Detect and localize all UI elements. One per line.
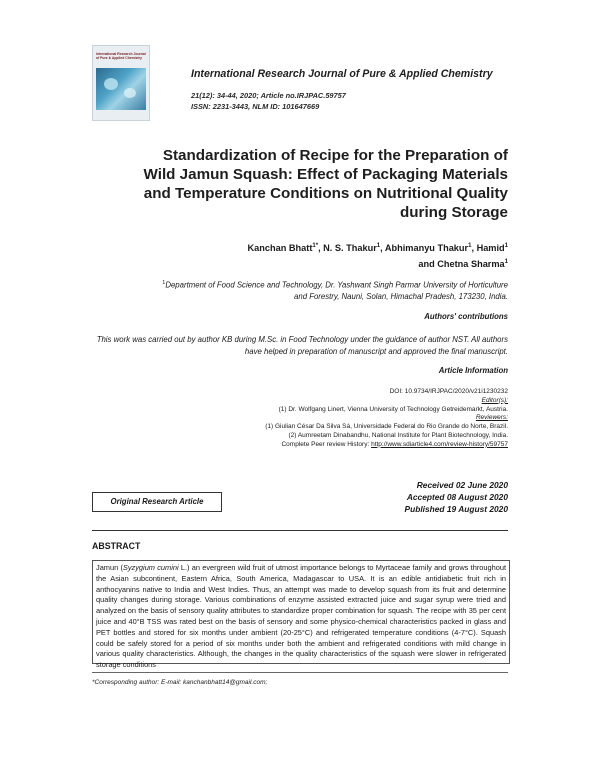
reviewer: (1) Giulian César Da Silva Sá, Universidade Federal do Rio Grande do Norte, Brazil. [265,423,508,431]
cover-image-shape [104,78,118,90]
affiliation [88,278,508,302]
abstract-text: L.) an evergreen wild fruit of utmost importance belongs to Myrtaceae family and grows throughout the Asian subcontinent, Eastern Africa, South America, Madagascar to USA. It is an edible antidiabetic fruit rich in anthocyanins native to India and West Indies. Thus, an attempt was made to develop squash from its fruit and determine quality changes during storage. Various combinations of enzyme assisted extracted juice and sugar syrup were tried and analyzed on the basis of sensory quality attributes to standardize proper combination for squash. The recipe with 35 per cent juice and 40°B TSS was rated best on the basis of sensory and some physico-chemical characteristics packed in glass and PET bottles and stored for six months under ambient (20-25°C) and refrigerated temperature conditions (4-7°C). Squash could be safely stored for a period of six months under both the ambient and refrigerated conditions with mild change in various quality characteristics. Although, the changes in the quality characteristics of the squash were slower in refrigerated storage conditions [96,563,506,670]
editor-label: Editor(s): [481,396,508,404]
history-prefix: Complete Peer review History: [281,440,372,448]
editor: (1) Dr. Wolfgang Linert, Vienna University of Technology Getreidemarkt, Austria. [278,405,508,413]
author-affil-mark: 1* [312,243,319,249]
cover-image-shape [124,88,136,98]
author-name: Kanchan Bhatt [247,243,313,254]
corresponding-author-footnote: *Corresponding author: E-mail: kanchanbhatt14@gmail.com; [92,679,268,686]
author-name: N. S. Thakur [323,243,377,254]
paper-title [108,146,508,222]
author-separator: , [471,243,477,254]
journal-name: International Research Journal of Pure & Applied Chemistry [191,68,493,80]
divider [92,530,508,531]
author-separator: , [318,243,324,254]
title-line: Standardization of Recipe for the Preparation of [162,147,508,164]
title-line: during Storage [399,204,508,221]
contributions-text: This work was carried out by author KB during M.Sc. in Food Technology under the guidance of author NST. All authors have helped in preparation of manuscript and approved the final manuscript. [96,335,508,356]
abstract-box [92,560,510,670]
abstract-text: Jamun ( [96,563,123,572]
author-name: Abhimanyu Thakur [384,243,469,254]
title-line: Wild Jamun Squash: Effect of Packaging Materials [143,166,508,183]
article-info-heading: Article Information [438,366,508,375]
citation-volume: 21(12): 34-44, 2020; Article no.IRJPAC.59757 [191,91,346,100]
review-history-link[interactable]: http://www.sdiarticle4.com/review-history/59757 [371,440,508,448]
article-type-box: Original Research Article [92,492,222,512]
author-separator: , [380,243,385,254]
publication-dates [405,479,508,516]
doi: DOI: 10.9734/IRJPAC/2020/v21i1230232 [389,388,508,395]
author-affil-mark: 1 [468,243,472,249]
author-affil-mark: 1 [376,243,381,249]
citation-block [191,90,346,112]
author-name: and Chetna Sharma [418,259,505,270]
citation-issn: ISSN: 2231-3443, NLM ID: 101647669 [191,102,320,111]
author-line-2 [88,255,508,271]
reviewer: (2) Aumreetam Dinabandhu, National Institute for Plant Biotechnology, India. [288,431,508,439]
published-date: Published 19 August 2020 [404,504,508,515]
received-date: Received 02 June 2020 [416,480,508,490]
peer-review-history [128,441,508,450]
title-line: and Temperature Conditions on Nutritional Quality [143,185,508,202]
author-affil-mark: 1 [504,243,508,249]
contributions-heading: Authors' contributions [424,312,508,321]
affiliation-line: and Forestry, Nauni, Solan, Himachal Pradesh, 173230, India. [294,291,508,301]
cover-title: International Research Journal of Pure & Applied Chemistry [96,52,146,60]
cover-image [96,68,146,110]
affiliation-mark: 1 [162,280,166,286]
author-list [88,239,508,271]
author-line-1 [88,239,508,255]
affiliation-line: Department of Food Science and Technology, Dr. Yashwant Singh Parmar University of Horticulture [165,280,508,290]
journal-cover-thumbnail [92,45,150,121]
article-info-block [128,388,508,450]
author-affil-mark: 1 [504,259,508,266]
author-name: Hamid [476,243,505,254]
footnote-divider [92,672,508,673]
reviewers-label: Reviewers: [475,414,508,422]
species-name: Syzygium cumini [122,563,179,572]
abstract-heading: ABSTRACT [92,541,141,551]
accepted-date: Accepted 08 August 2020 [406,492,508,503]
